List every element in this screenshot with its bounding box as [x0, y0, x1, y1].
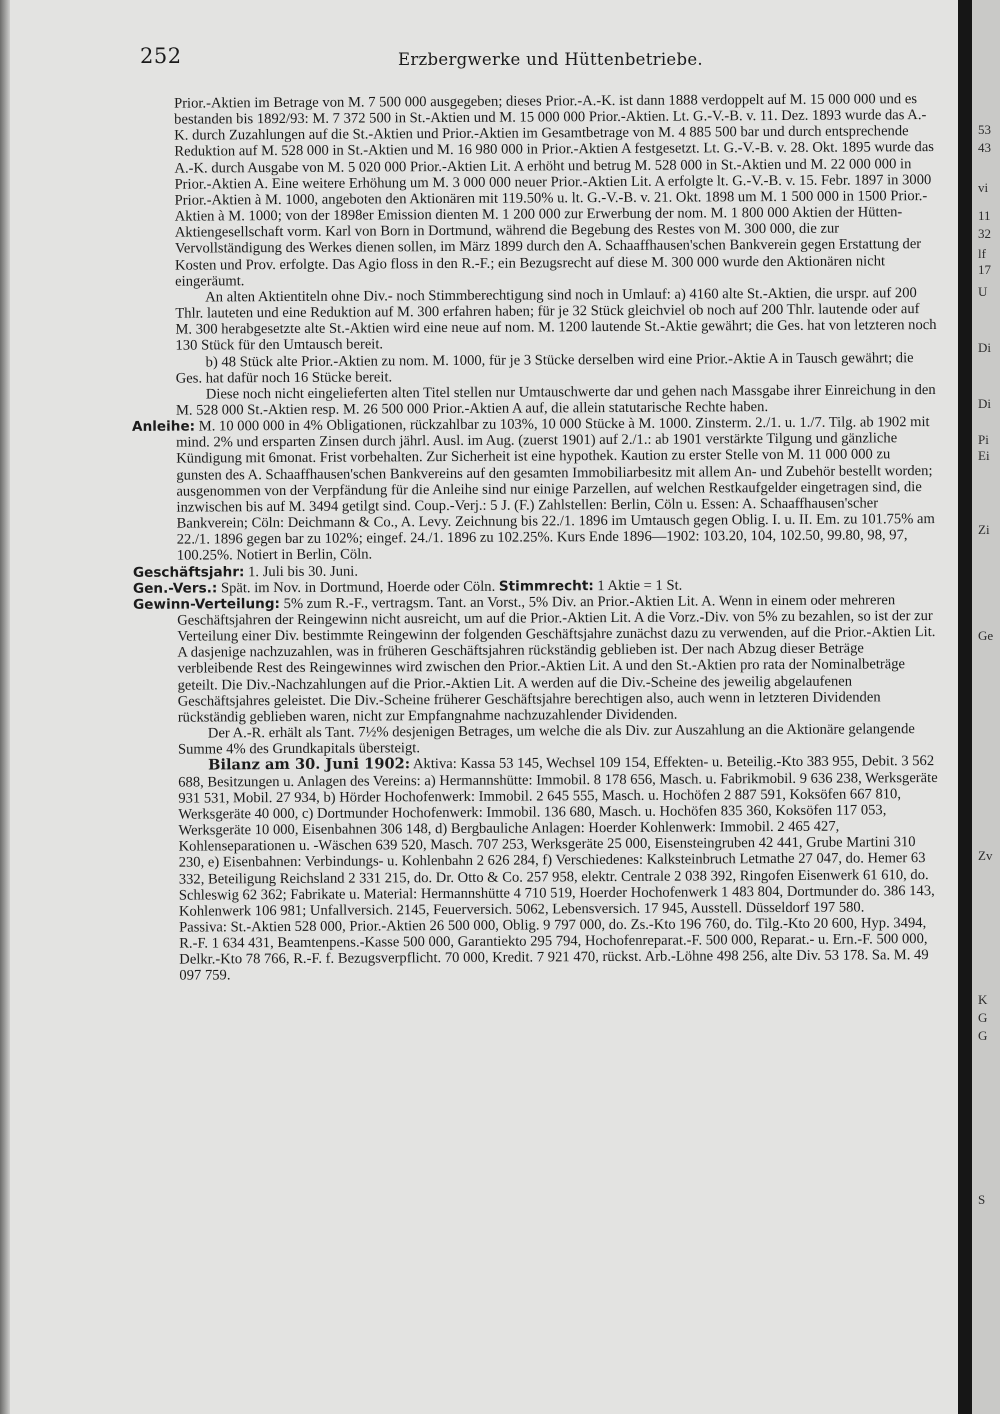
running-head: Erzbergwerke und Hüttenbetriebe. — [398, 50, 703, 69]
adjacent-page-fragment: U — [978, 284, 988, 299]
adjacent-page-fragment: Di — [978, 396, 991, 411]
section-heading-bilanz: Bilanz am 30. Juni 1902: — [208, 755, 411, 774]
paragraph-old-prior-shares: b) 48 Stück alte Prior.-Aktien zu nom. M. 1000, für je 3 Stücke derselben wird eine Prior.-Aktie A in Tausch gewährt; die Ges. hat dafür noch 16 Stücke bereit. — [175, 349, 914, 387]
section-heading-anleihe: Anleihe: — [131, 418, 196, 436]
adjacent-page-fragment: Pi — [978, 432, 989, 447]
page-number: 252 — [140, 44, 182, 68]
section-bilanz-passiva: Passiva: St.-Aktien 528 000, Prior.-Aktien 26 500 000, Oblig. 9 797 000, do. Zs.-Kto 196 760, do. Tilg.-Kto 20 600, Hyp. 3494, R.-F. 1 634 431, Beamtenpens.-Kasse 500 000, Garantiekto 295 794, Hochofenreparat.-F. 500 000, Reparat.- u. Ern.-F. 500 000, Delkr.-Kto 78 766, R.-F. f. Bezugsverpflicht. 70 000, Kredit. 7 921 470, rückst. Arb.-Löhne 498 256, alte Div. 53 178. Sa. M. 49 097 759. — [179, 915, 929, 985]
adjacent-page-fragment: K — [978, 992, 988, 1007]
section-heading-stimmrecht: Stimmrecht: — [498, 577, 594, 595]
adjacent-page-fragment: 43 — [978, 140, 991, 155]
adjacent-page-edge — [972, 0, 1000, 1414]
paragraph-exchange-values: Diese noch nicht eingelieferten alten Titel stellen nur Umtauschwerte dar und gehen nach Massgabe ihrer Einreichung in den M. 528 000 St.-Aktien resp. M. 26 500 000 Prior.-Aktien A auf, die allein statutarische Rechte haben. — [175, 381, 936, 419]
section-gen-vers: Gen.-Vers.: Spät. im Nov. in Dortmund, Hoerde oder Cöln. Stimmrecht: 1 Aktie = 1 St. — [132, 577, 683, 597]
body-text — [118, 91, 941, 985]
section-bilanz-aktiva: Bilanz am 30. Juni 1902: Aktiva: Kassa 53 145, Wechsel 109 154, Effekten- u. Beteilig.-Kto 383 955, Debit. 3 562 688, Besitzungen u. Anlagen des Vereins: a) Hermannshütte: Immobil. 8 178 656, Masch. u. Fabrikmobil. 9 636 238, Werksgeräte 931 531, Mobil. 27 934, b) Hörder Hochofenwerk: Immobil. 2 645 555, Masch. u. Hochöfen 2 887 591, Koksöfen 667 810, Werksgeräte 40 000, c) Dortmunder Hochofenwerk: Immobil. 136 680, Masch. u. Hochöfen 835 360, Koksöfen 117 053, Werksgeräte 10 000, Eisenbahnen 306 148, d) Bergbauliche Anlagen: Hoerder Kohlenwerk: Immobil. 2 465 427, Kohlenseparationen u. -Wäschen 639 520, Masch. 707 253, Werksgeräte 25 000, Eisensteingruben 42 441, Grube Martini 310 230, e) Eisenbahnen: Verbindungs- u. Kohlenbahn 2 626 284, f) Verschiedenes: Kalksteinbruch Letmathe 27 047, do. Hemer 63 332, Beteiligung Reichsland 2 331 215, do. Dr. Otto & Co. 257 958, elektr. Centrale 2 038 392, Ringofen Eisenwerk 61 610, do. Schleswig 62 362; Fabrikate u. Material: Hermannshütte 4 710 519, Hoerder Hochofenwerk 1 483 804, Dortmunder do. 386 143, Kohlenwerk 106 981; Unfallversich. 2145, Feuerversich. 5062, Lebensversich. 17 945, Ausstell. Düsseldorf 197 580. — [178, 753, 938, 920]
section-anleihe: Anleihe: M. 10 000 000 in 4% Obligationen, rückzahlbar zu 103%, 10 000 Stücke à M. 1000. Zinsterm. 2./1. u. 1./7. Tilg. ab 1902 mit mind. 2% und ersparten Zinsen durch jährl. Ausl. im Aug. (zuerst 1901) auf 2./1.: ab 1901 verstärkte Tilgung und gänzliche Kündigung mit 6monat. Frist vorbehalten. Zur Sicherheit ist eine hypothek. Kaution zu erster Stelle von M. 11 000 000 zu gunsten des A. Schaaffhausen'schen Bankvereins auf den gesamten Immobiliarbesitz mit allem An- und Zubehör bestellt worden; ausgenommen von der Verpfändung für die Anleihe sind nur einige Parzellen, auf welchen Restkaufgelder eingetragen sind, die inzwischen bis auf M. 3494 getilgt sind. Coup.-Verj.: 5 J. (F.) Zahlstellen: Berlin, Cöln u. Essen: A. Schaaffhausen'scher Bankverein; Cöln: Deichmann & Co., A. Levy. Zeichnung bis 22./1. 1896 im Umtausch gegen Oblig. I. u. II. Em. zu 101.75% am 22./1. 1896 gegen bar zu 102%; eingef. 24./1. 1896 zu 102.25%. Kurs Ende 1896—1902: 103.20, 104, 102.50, 99.80, 98, 97, 100.25%. Notiert in Berlin, Cöln. — [131, 414, 935, 565]
section-heading-geschaeftsjahr: Geschäftsjahr: — [132, 563, 245, 581]
adjacent-page-fragment: 53 — [978, 122, 991, 137]
book-gutter — [958, 0, 972, 1414]
adjacent-page-fragment: G — [978, 1028, 988, 1043]
scan-edge-left — [0, 0, 10, 1414]
adjacent-page-fragment: 11 — [978, 208, 991, 223]
section-geschaeftsjahr: Geschäftsjahr: 1. Juli bis 30. Juni. — [132, 563, 359, 581]
adjacent-page-fragment: Ge — [978, 628, 994, 643]
adjacent-page-fragment: lf — [978, 246, 986, 261]
adjacent-page-fragment: Ei — [978, 448, 990, 463]
paragraph-capital-history: Prior.-Aktien im Betrage von M. 7 500 000 ausgegeben; dieses Prior.-A.-K. ist dann 1888 verdoppelt auf M. 15 000 000 und es bestanden bis 1892/93: M. 7 372 500 in St.-Aktien und M. 15 000 000 Prior.-Aktien. Lt. G.-V.-B. v. 11. Dez. 1893 wurde das A.-K. durch Zuzahlungen auf die St.-Aktien und Prior.-Aktien im Gesamtbetrage von M. 4 885 500 bar und durch entsprechende Reduktion auf M. 528 000 in St.-Aktien und M. 16 980 000 in Prior.-Aktien A festgesetzt. Lt. G.-V.-B. v. 28. Okt. 1895 wurde das A.-K. durch Ausgabe von M. 5 020 000 Prior.-Aktien Lit. A erhöht und betrug M. 528 000 in St.-Aktien und M. 22 000 000 in Prior.-Aktien A. Eine weitere Erhöhung um M. 3 000 000 neuer Prior.-Aktien Lit. A erfolgte lt. G.-V.-B. v. 15. Febr. 1897 in 3000 Prior.-Aktien à M. 1000, angeboten den Aktionären mit 119.50% u. lt. G.-V.-B. v. 21. Okt. 1898 um M. 1 500 000 in 1500 Prior.-Aktien à M. 1000; von der 1898er Emission dienten M. 1 200 000 zur Erwerbung der nom. M. 1 800 000 Aktien der Hütten-Aktiengesellschaft vorm. Karl von Born in Dortmund, während die Begebung des Restes von M. 300 000, die zur Vervollständigung des Werkes dienen sollen, im März 1899 durch den A. Schaaffhausen'schen Bankverein gegen Erstattung der Kosten und Prov. erfolgte. Das Agio floss in den R.-F.; ein Bezugsrecht auf diese M. 300 000 wurde den Aktionären nicht eingeräumt. — [173, 91, 935, 290]
adjacent-page-fragment: Zv — [978, 848, 993, 863]
section-heading-gen-vers: Gen.-Vers.: — [132, 580, 218, 597]
section-gewinn-verteilung: Gewinn-Verteilung: 5% zum R.-F., vertragsm. Tant. an Vorst., 5% Div. an Prior.-Aktien Lit. A. Wenn in einem oder mehreren Geschäftsjahren der Reingewinn nicht ausreicht, um auf die Prior.-Aktien Lit. A die Vorz.-Div. von 5% zu bezahlen, so ist der zur Verteilung einer Div. bestimmte Reingewinn der folgenden Geschäftsjahre zunächst dazu zu verwenden, auf die Prior.-Aktien Lit. A dasjenige nachzuzahlen, was in früheren Geschäftsjahren rückständig geblieben ist. Der nach Abzug dieser Beträge verbleibende Rest des Reingewinnes wird zwischen den Prior.-Aktien Lit. A und den St.-Aktien pro rata der Nominalbeträge geteilt. Die Div.-Nachzahlungen auf die Prior.-Aktien Lit. A werden auf die Div.-Scheine des jeweilig abgelaufenen Geschäftsjahres geleistet. Die Div.-Scheine früherer Geschäftsjahre berechtigen also, auch wenn in letzteren Dividenden rückständig geblieben waren, nicht zur Empfangnahme nachzuzahlender Dividenden. — [133, 592, 936, 726]
adjacent-page-fragment: Di — [978, 340, 991, 355]
paragraph-old-share-titles: An alten Aktientiteln ohne Div.- noch Stimmberechtigung sind noch in Umlauf: a) 4160 alte St.-Aktien, die urspr. auf 200 Thlr. lauteten und eine Reduktion auf M. 300 erfahren haben; für je 32 Stück gleichviel ob noch auf 200 Thlr. lautende oder auf M. 300 herabgesetzte alte St.-Aktien wird eine neue auf nom. M. 1200 lautende St.-Aktie gewährt; die Ges. hat von letzteren noch 130 Stück für den Umtausch bereit. — [175, 284, 937, 354]
adjacent-page-fragment: vi — [978, 180, 989, 195]
adjacent-page-fragment: Zi — [978, 522, 990, 537]
adjacent-page-fragment: G — [978, 1010, 988, 1025]
adjacent-page-fragment: 17 — [978, 262, 991, 277]
paragraph-tantieme: Der A.-R. erhält als Tant. 7½% desjenigen Betrages, um welche die als Div. zur Auszahlung an die Aktionäre gelangende Summe 4% des Grundkapitals übersteigt. — [177, 721, 915, 758]
section-heading-gewinn-verteilung: Gewinn-Verteilung: — [133, 595, 281, 613]
adjacent-page-fragment: S — [978, 1192, 986, 1207]
adjacent-page-fragment: 32 — [978, 226, 991, 241]
